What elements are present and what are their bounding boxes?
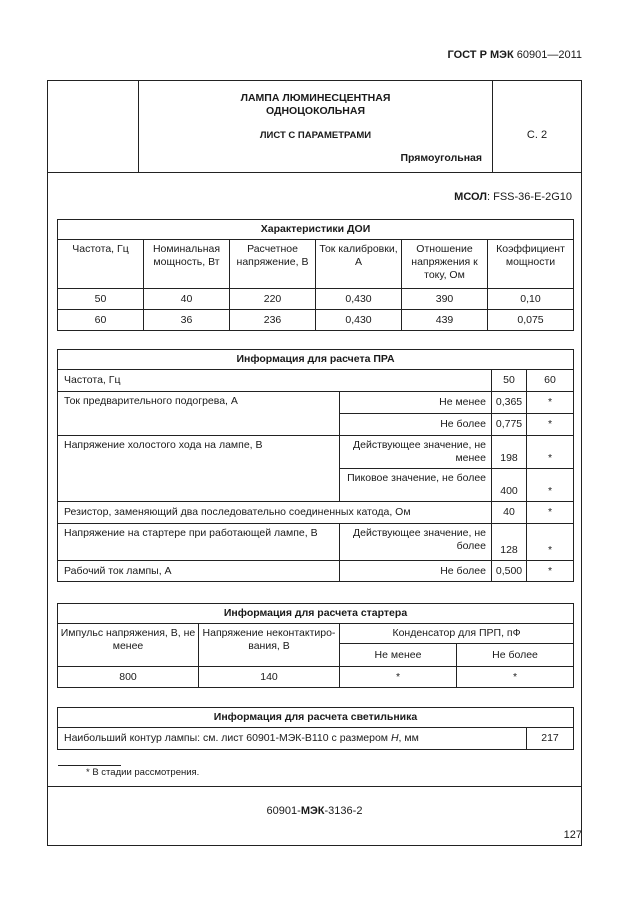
starter-voltage-label: Напряжение на стартере при работающей лампе, В bbox=[58, 524, 340, 561]
table-row bbox=[58, 502, 574, 524]
sheet-footer bbox=[48, 786, 581, 845]
doi-cell: 0,10 bbox=[488, 289, 574, 310]
footnote-separator bbox=[58, 765, 121, 766]
doi-header: Ток калибровки, А bbox=[316, 240, 402, 289]
standard-prefix: ГОСТ Р МЭК bbox=[447, 49, 514, 61]
table-row bbox=[58, 310, 574, 331]
sheet-code-mek: МЭК bbox=[300, 805, 325, 817]
resistor-60: * bbox=[527, 502, 574, 524]
msol-designation bbox=[454, 191, 572, 203]
capacitor-header: Конденсатор для ПРП, пФ bbox=[340, 624, 574, 644]
lamp-shape: Прямоугольная bbox=[400, 152, 482, 164]
preheat-min-60: * bbox=[527, 392, 574, 414]
frequency-60: 60 bbox=[527, 370, 574, 392]
open-circuit-peak-60: * bbox=[527, 469, 574, 502]
doi-cell: 60 bbox=[58, 310, 144, 331]
doi-header: Отношение напряжения к току, Ом bbox=[402, 240, 488, 289]
lamp-contour-label bbox=[58, 728, 527, 750]
open-circuit-rms-60: * bbox=[527, 436, 574, 469]
doi-cell: 390 bbox=[402, 289, 488, 310]
open-circuit-rms-50: 198 bbox=[492, 436, 527, 469]
table-row bbox=[58, 436, 574, 469]
preheat-min-50: 0,365 bbox=[492, 392, 527, 414]
doi-cell: 236 bbox=[230, 310, 316, 331]
sheet-title: ЛИСТ С ПАРАМЕТРАМИ bbox=[259, 130, 372, 141]
doi-cell: 40 bbox=[144, 289, 230, 310]
sheet-page-ref: С. 2 bbox=[526, 129, 548, 141]
starter-rms-max-label: Действующее значение, не более bbox=[340, 524, 492, 561]
standard-number: 60901—2011 bbox=[513, 49, 582, 61]
lamp-title-line2: ОДНОЦОКОЛЬНАЯ bbox=[265, 105, 366, 117]
frequency-label: Частота, Гц bbox=[58, 370, 492, 392]
preheat-current-label: Ток предварительного подогрева, А bbox=[58, 392, 340, 436]
sheet-code-suffix: -3136-2 bbox=[324, 805, 363, 817]
rms-min-label: Действующее значение, не менее bbox=[340, 436, 492, 469]
contour-label-unit: , мм bbox=[398, 732, 419, 744]
sheet-header bbox=[48, 81, 581, 173]
doi-header: Коэффициент мощности bbox=[488, 240, 574, 289]
doi-cell: 0,430 bbox=[316, 310, 402, 331]
lamp-title-line1: ЛАМПА ЛЮМИНЕСЦЕНТНАЯ bbox=[240, 92, 391, 104]
max-label: Не более bbox=[340, 414, 492, 436]
doi-header: Частота, Гц bbox=[58, 240, 144, 289]
open-circuit-peak-50: 400 bbox=[492, 469, 527, 502]
non-contact-voltage-header: Напряжение неконтактиро-вания, В bbox=[199, 624, 340, 667]
table-row bbox=[58, 392, 574, 414]
sheet-code bbox=[48, 805, 581, 817]
table-row bbox=[58, 370, 574, 392]
capacitor-max-value: * bbox=[457, 667, 574, 688]
resistor-label: Резистор, заменяющий два последовательно соединенных катода, Ом bbox=[58, 502, 492, 524]
page-number: 127 bbox=[563, 829, 582, 841]
min-label: Не менее bbox=[340, 392, 492, 414]
pulse-voltage-value: 800 bbox=[58, 667, 199, 688]
doi-cell: 439 bbox=[402, 310, 488, 331]
doi-cell: 0,075 bbox=[488, 310, 574, 331]
starter-voltage-50: 128 bbox=[492, 524, 527, 561]
table-row bbox=[58, 289, 574, 310]
lamp-title bbox=[139, 92, 492, 118]
msol-label: МСОЛ bbox=[454, 191, 488, 203]
doi-header: Номинальная мощность, Вт bbox=[144, 240, 230, 289]
header-page-cell bbox=[493, 81, 581, 173]
non-contact-voltage-value: 140 bbox=[199, 667, 340, 688]
starter-info-table bbox=[57, 603, 574, 688]
working-current-label: Рабочий ток лампы, А bbox=[58, 561, 340, 582]
peak-max-label: Пиковое значение, не более bbox=[340, 469, 492, 502]
parameter-sheet-frame bbox=[47, 80, 582, 846]
table-row bbox=[58, 524, 574, 561]
doi-caption: Характеристики ДОИ bbox=[58, 220, 574, 240]
resistor-50: 40 bbox=[492, 502, 527, 524]
doi-header: Расчетное напряжение, В bbox=[230, 240, 316, 289]
capacitor-min-header: Не менее bbox=[340, 644, 457, 667]
table-row bbox=[58, 728, 574, 750]
table-row bbox=[58, 667, 574, 688]
msol-value: : FSS-36-E-2G10 bbox=[487, 191, 572, 203]
open-circuit-voltage-label: Напряжение холостого хода на лампе, В bbox=[58, 436, 340, 502]
starter-voltage-60: * bbox=[527, 524, 574, 561]
working-max-label: Не более bbox=[340, 561, 492, 582]
working-current-60: * bbox=[527, 561, 574, 582]
luminaire-caption: Информация для расчета светильника bbox=[58, 708, 574, 728]
ballast-caption: Информация для расчета ПРА bbox=[58, 350, 574, 370]
ballast-info-table bbox=[57, 349, 574, 582]
doi-cell: 36 bbox=[144, 310, 230, 331]
doi-cell: 50 bbox=[58, 289, 144, 310]
sheet-code-prefix: 60901- bbox=[266, 805, 301, 817]
header-blank-cell bbox=[48, 81, 139, 173]
frequency-50: 50 bbox=[492, 370, 527, 392]
footnote: * В стадии рассмотрения. bbox=[86, 767, 200, 778]
table-row bbox=[58, 561, 574, 582]
contour-label-start: Наибольший контур лампы: см. лист 60901-МЭК-В110 с размером bbox=[64, 732, 391, 744]
luminaire-info-table bbox=[57, 707, 574, 750]
preheat-max-60: * bbox=[527, 414, 574, 436]
lamp-contour-value: 217 bbox=[527, 728, 574, 750]
standard-designation bbox=[447, 49, 582, 61]
doi-cell: 220 bbox=[230, 289, 316, 310]
capacitor-max-header: Не более bbox=[457, 644, 574, 667]
header-title-cell bbox=[139, 81, 493, 173]
starter-caption: Информация для расчета стартера bbox=[58, 604, 574, 624]
contour-dimension-symbol: H bbox=[390, 732, 399, 744]
capacitor-min-value: * bbox=[340, 667, 457, 688]
doi-cell: 0,430 bbox=[316, 289, 402, 310]
working-current-50: 0,500 bbox=[492, 561, 527, 582]
preheat-max-50: 0,775 bbox=[492, 414, 527, 436]
doi-table bbox=[57, 219, 574, 331]
pulse-voltage-header: Импульс напряжения, В, не менее bbox=[58, 624, 199, 667]
